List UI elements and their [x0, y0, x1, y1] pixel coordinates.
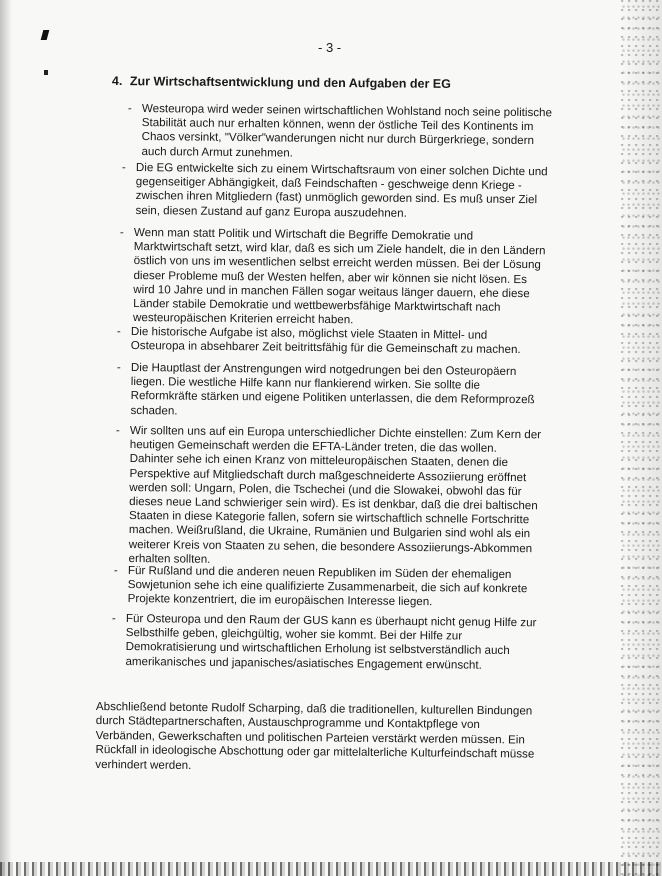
text-line: Für Rußland und die anderen neuen Republiken im Süden der ehemaligen: [127, 564, 512, 582]
text-line: erhalten sollten.: [128, 551, 211, 566]
text-line: amerikanisches und japanisches/asiatisches Engagement erwünscht.: [125, 654, 482, 672]
bullet-item: [121, 160, 548, 222]
text-line: Demokratisierung und wirtschaftlichen Erholung ist selbstverständlich auch: [125, 640, 510, 658]
bullet-dash: -: [116, 324, 121, 338]
text-line: verhindert werden.: [95, 757, 192, 772]
text-line: Wenn man statt Politik und Wirtschaft die Begriffe Demokratie und: [133, 226, 474, 243]
text-line: dieser Probleme muß der Westen helfen, aber wir können sie nicht lösen. Es: [133, 268, 528, 286]
scan-edge-left: [0, 0, 12, 876]
bullet-item: [111, 611, 537, 673]
text-line: wird 10 Jahre und in manchen Fällen sogar weitaus länger dauern, ehe diese: [133, 282, 530, 300]
bullet-item: [116, 360, 535, 422]
section-number: 4.: [111, 74, 123, 89]
text-line: Dahinter sehe ich einen Kranz von mitteleuropäischen Staaten, denen die: [129, 452, 509, 470]
text-line: Wir sollten uns auf ein Europa unterschiedlicher Dichte einstellen: Zum Kern der: [129, 424, 542, 442]
text-line: Marktwirtschaft setzt, wird klar, daß es sich um Ziele handelt, die in den Ländern: [133, 240, 546, 258]
text-line: dieses neue Land schwieriger sein wird). Es ist denkbar, daß die drei baltischen: [129, 495, 538, 513]
text-line: Verbänden, Gewerkschaften und politischen Parteien verstärkt werden müssen. Ein: [95, 728, 525, 747]
text-line: Die Hauptlast der Anstrengungen wird notgedrungen bei den Osteuropäern: [130, 361, 517, 379]
section-heading: [112, 74, 451, 91]
text-line: werden soll: Ungarn, Polen, die Tschechei (und die Slowakei, obwohl das für: [129, 480, 522, 498]
text-line: sein, diesen Zustand auf ganz Europa auszudehnen.: [135, 203, 407, 220]
bullet-item: [116, 324, 521, 357]
text-line: Stabilität auch nur erhalten können, wenn der östliche Teil des Kontinents im: [141, 116, 534, 134]
bullet-dash: -: [127, 101, 132, 115]
bullet-item: [119, 225, 546, 330]
text-line: Die EG entwickelte sich zu einem Wirtschaftsraum von einer solchen Dichte und: [135, 161, 548, 179]
scan-mark: [41, 30, 50, 40]
text-line: durch Städtepartnerschaften, Austauschprogramme und Kontaktpflege von: [95, 714, 480, 732]
section-title: Zur Wirtschaftsentwicklung und den Aufgaben der EG: [129, 74, 451, 91]
text-line: liegen. Die westliche Hilfe kann nur flankierend wirken. Sie sollte die: [130, 375, 481, 392]
text-line: westeuropäischen Kriterien erreicht haben.: [132, 311, 354, 327]
text-line: Reformkräfte stärken und eigene Politiken unterlassen, die dem Reformprozeß: [130, 389, 535, 407]
text-line: Die historische Aufgabe ist also, möglichst viele Staaten in Mittel- und: [130, 325, 488, 342]
text-line: auch durch Armut zunehmen.: [141, 144, 293, 160]
bullet-dash: -: [119, 225, 124, 239]
text-line: schaden.: [130, 403, 178, 418]
scan-edge-bottom: [0, 862, 662, 876]
text-line: Staaten in diese Kategorie fallen, sofern sie wirtschaftlich schnelle Fortschritte: [128, 509, 530, 527]
text-line: Osteuropa in absehbarer Zeit beitrittsfähig für die Gemeinschaft zu machen.: [130, 339, 521, 357]
text-line: weiterer Kreis von Staaten zu sehen, die besondere Assoziierungs-Abkommen: [128, 537, 533, 555]
text-line: Projekte konzentriert, die im europäischen Interesse liegen.: [127, 592, 433, 609]
text-line: gegenseitiger Abhängigkeit, daß Feindschaften - geschweige denn Kriege -: [135, 175, 522, 193]
bullet-dash: -: [115, 423, 120, 437]
text-line: Selbsthilfe geben, gleichgültig, woher sie kommt. Bei der Hilfe zur: [125, 626, 463, 643]
text-line: Chaos versinkt, "Völker"wanderungen nicht nur durch Bürgerkriege, sondern: [141, 130, 535, 148]
text-line: zwischen ihren Mitgliedern (fast) unmöglich geworden sind. Es muß unser Ziel: [135, 189, 538, 207]
bullet-dash: -: [121, 160, 126, 174]
bullet-item: [113, 563, 528, 611]
text-line: Perspektive auf Mitgliedschaft durch maßgeschneiderte Assoziierung eröffnet: [129, 466, 527, 484]
text-line: Rückfall in ideologische Abschottung oder gar mittelalterliche Kulturfeindschaft müsse: [95, 743, 535, 761]
text-line: heutigen Gemeinschaft werden die EFTA-Länder treten, die das wollen.: [129, 438, 497, 456]
page-number: - 3 -: [318, 40, 342, 55]
scan-edge-right: [620, 0, 662, 876]
bullet-dash: -: [113, 563, 118, 577]
text-line: Für Osteuropa und den Raum der GUS kann es überhaupt nicht genug Hilfe zur: [125, 612, 537, 630]
bullet-item: [115, 423, 542, 570]
scan-mark: [44, 70, 48, 75]
text-line: östlich von uns im wesentlichen selbst erreicht werden müssen. Bei der Lösung: [133, 254, 541, 272]
bullet-dash: -: [111, 611, 116, 625]
closing-paragraph: [95, 700, 536, 777]
text-line: Länder stabile Demokratie und wettbewerbsfähige Marktwirtschaft nach: [133, 297, 501, 314]
bullet-item: [127, 101, 553, 163]
text-line: Abschließend betonte Rudolf Scharping, daß die traditionellen, kulturellen Bindungen: [95, 700, 533, 718]
text-line: Sowjetunion sehe ich eine qualifizierte Zusammenarbeit, die sich auf konkrete: [127, 578, 528, 596]
bullet-dash: -: [116, 360, 121, 374]
text-line: Westeuropa wird weder seinen wirtschaftlichen Wohlstand noch seine politische: [141, 102, 553, 120]
text-line: machen. Weißrußland, die Ukraine, Rumänien und Bulgarien sind wohl als ein: [128, 523, 531, 541]
